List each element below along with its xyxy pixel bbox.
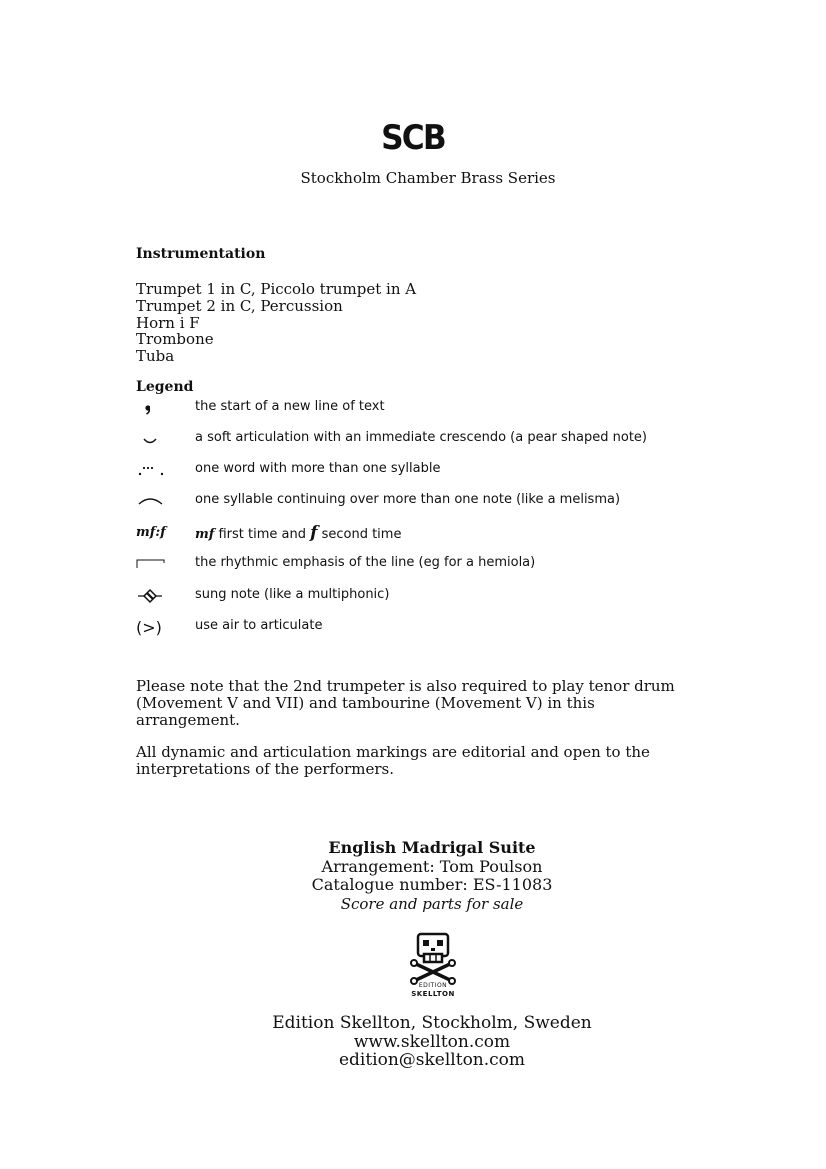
comma-breath-icon	[136, 398, 170, 418]
legend-heading: Legend	[136, 379, 194, 395]
legend-text: use air to articulate	[195, 618, 323, 633]
legend-text: a soft articulation with an immediate crescendo (a pear shaped note)	[195, 430, 648, 445]
dynamics-note	[136, 744, 696, 778]
instrument-item: Trombone	[136, 330, 214, 349]
work-info	[0, 839, 826, 913]
slur-arc-icon	[136, 491, 170, 511]
legend-text	[195, 523, 401, 543]
availability: Score and parts for sale	[340, 894, 524, 913]
percussion-note	[136, 678, 696, 728]
note-line: Please note that the 2nd trumpeter is also required to play tenor drum	[136, 677, 675, 695]
instrument-item: Tuba	[136, 347, 175, 366]
dynamic-mf-f-icon: mf:f	[136, 524, 166, 540]
instrumentation-heading: Instrumentation	[136, 246, 266, 262]
series-name: Stockholm Chamber Brass Series	[300, 169, 556, 187]
note-line: interpretations of the performers.	[136, 759, 394, 778]
publisher-website[interactable]: www.skellton.com	[353, 1031, 511, 1052]
work-title: English Madrigal Suite	[328, 838, 536, 857]
legend-text-mid: first time and	[214, 527, 311, 542]
arrangement: Arrangement: Tom Poulson	[321, 856, 543, 876]
rhythmic-bracket-icon	[136, 554, 170, 574]
dynamic-mf-text: mf	[195, 527, 215, 542]
legend-text: the start of a new line of text	[195, 399, 385, 414]
skull-crossbones-icon	[406, 930, 460, 986]
edition-label: EDITION	[418, 982, 448, 989]
soft-articulation-icon	[136, 429, 170, 449]
syllable-dots-icon	[136, 460, 170, 480]
publisher-address: Edition Skellton, Stockholm, Sweden	[272, 1013, 592, 1033]
sung-note-icon	[136, 586, 170, 606]
instrument-list	[136, 281, 416, 365]
legend-text: the rhythmic emphasis of the line (eg for a hemiola)	[195, 555, 536, 570]
legend-text-end: second time	[317, 527, 402, 542]
note-line: (Movement V and VII) and tambourine (Movement V) in this arrangement.	[136, 693, 595, 729]
instrument-item: Horn i F	[136, 313, 200, 332]
instrument-item: Trumpet 1 in C, Piccolo trumpet in A	[136, 280, 417, 298]
legend-text: one word with more than one syllable	[195, 461, 441, 476]
skellton-logo	[406, 930, 460, 1000]
air-accent-icon: (>)	[136, 617, 162, 637]
scb-logo: SCB	[381, 118, 445, 158]
skellton-label: SKELLTON	[411, 990, 455, 998]
note-line: All dynamic and articulation markings are editorial and open to the	[136, 743, 650, 761]
legend-text: one syllable continuing over more than one note (like a melisma)	[195, 492, 621, 507]
legend-text: sung note (like a multiphonic)	[195, 587, 390, 602]
dynamic-f-text: f	[310, 523, 318, 543]
catalogue-number: Catalogue number: ES-11083	[311, 875, 553, 894]
publisher-email[interactable]: edition@skellton.com	[338, 1050, 526, 1070]
instrument-item: Trumpet 2 in C, Percussion	[136, 296, 343, 315]
publisher-info	[0, 1014, 826, 1070]
